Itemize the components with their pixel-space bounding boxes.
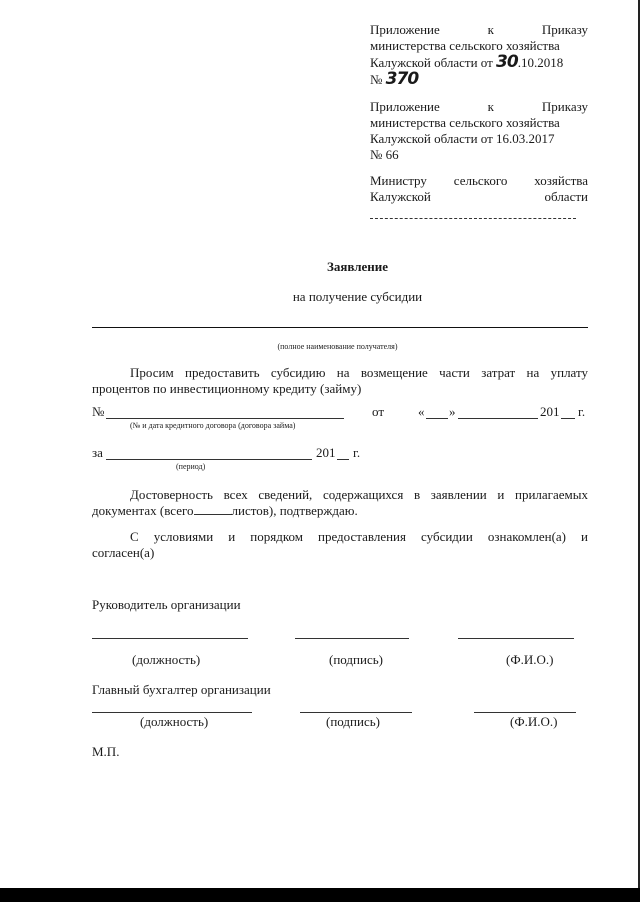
appendix-1-line-4 bbox=[370, 71, 588, 88]
contract-day-field bbox=[426, 418, 448, 419]
period-year: 201 bbox=[316, 445, 336, 460]
word: Министру bbox=[370, 173, 427, 188]
accuracy-paragraph bbox=[92, 487, 588, 519]
appendix-2-line-1 bbox=[370, 99, 588, 115]
conditions-paragraph bbox=[92, 529, 588, 561]
word: сельского bbox=[453, 173, 508, 188]
appendix-block-1 bbox=[370, 22, 588, 88]
number-sign: № bbox=[370, 72, 386, 87]
word: Приложение bbox=[370, 99, 440, 114]
head-sign-line bbox=[295, 638, 409, 639]
head-signature-title: Руководитель организации bbox=[92, 597, 241, 612]
line-prefix: Калужской области от bbox=[370, 55, 497, 70]
contract-year-suffix: г. bbox=[578, 404, 586, 419]
word: Приказу bbox=[541, 99, 588, 114]
word: хозяйства bbox=[534, 173, 589, 188]
handwritten-day: 30 bbox=[496, 52, 518, 72]
request-line-2: процентов по инвестиционному кредиту (займу) bbox=[92, 381, 362, 396]
contract-date-close: » bbox=[449, 404, 456, 419]
request-line-1: Просим предоставить субсидию на возмещение части затрат на уплату bbox=[130, 365, 588, 380]
addressee-underline bbox=[370, 218, 576, 219]
appendix-2-line-3: Калужской области от 16.03.2017 bbox=[370, 131, 555, 146]
accountant-position-line bbox=[92, 712, 252, 713]
contract-month-field bbox=[458, 418, 538, 419]
appendix-2-line-2: министерства сельского хозяйства bbox=[370, 115, 560, 130]
accountant-sign-line bbox=[300, 712, 412, 713]
accountant-name-line bbox=[474, 712, 576, 713]
contract-from: от bbox=[372, 404, 385, 419]
head-position-caption: (должность) bbox=[132, 652, 201, 667]
period-field bbox=[106, 459, 312, 460]
contract-year: 201 bbox=[540, 404, 560, 419]
stamp-place: М.П. bbox=[92, 744, 120, 759]
period-prefix: за bbox=[92, 445, 103, 460]
word: Приказу bbox=[541, 22, 588, 37]
conditions-line-2: согласен(а) bbox=[92, 545, 155, 560]
addressee-line-2 bbox=[370, 189, 588, 205]
contract-number-field bbox=[106, 418, 344, 419]
word: области bbox=[544, 189, 588, 204]
addressee-block bbox=[370, 173, 588, 205]
accountant-name-caption: (Ф.И.О.) bbox=[510, 714, 558, 729]
appendix-2-line-4: № 66 bbox=[370, 147, 399, 162]
accuracy-text-b: листов), подтверждаю. bbox=[231, 503, 358, 518]
word: к bbox=[487, 22, 494, 37]
sheet-count-field bbox=[194, 504, 232, 515]
addressee-line-1 bbox=[370, 173, 588, 189]
word: к bbox=[487, 99, 494, 114]
line-suffix: .10.2018 bbox=[517, 55, 564, 70]
appendix-block-2 bbox=[370, 99, 588, 163]
contract-number-sign: № bbox=[92, 404, 105, 419]
recipient-caption: (полное наименование получателя) bbox=[277, 342, 398, 351]
accountant-position-caption: (должность) bbox=[140, 714, 209, 729]
period-year-field bbox=[337, 459, 349, 460]
word: Калужской bbox=[370, 189, 431, 204]
document-subtitle: на получение субсидии bbox=[292, 289, 423, 304]
recipient-line bbox=[92, 327, 588, 328]
period-caption: (период) bbox=[176, 462, 206, 471]
head-name-caption: (Ф.И.О.) bbox=[506, 652, 554, 667]
document-title: Заявление bbox=[326, 259, 389, 274]
accountant-signature-title: Главный бухгалтер организации bbox=[92, 682, 271, 697]
contract-date-open: « bbox=[418, 404, 425, 419]
head-position-line bbox=[92, 638, 248, 639]
appendix-1-line-2: министерства сельского хозяйства bbox=[370, 38, 560, 53]
scan-bottom-edge bbox=[0, 888, 640, 902]
contract-caption: (№ и дата кредитного договора (договора займа) bbox=[130, 421, 296, 430]
conditions-line-1: С условиями и порядком предоставления субсидии ознакомлен(а) и bbox=[130, 529, 588, 544]
request-paragraph bbox=[92, 365, 588, 397]
accuracy-line-1: Достоверность всех сведений, содержащихся в заявлении и прилагаемых bbox=[130, 487, 588, 502]
accuracy-text-a: документах (всего bbox=[92, 503, 194, 518]
head-sign-caption: (подпись) bbox=[329, 652, 383, 667]
word: Приложение bbox=[370, 22, 440, 37]
contract-year-field bbox=[561, 418, 575, 419]
accuracy-line-2 bbox=[92, 503, 588, 519]
handwritten-number: 370 bbox=[385, 69, 419, 89]
head-name-line bbox=[458, 638, 574, 639]
period-year-suffix: г. bbox=[353, 445, 361, 460]
accountant-sign-caption: (подпись) bbox=[326, 714, 380, 729]
appendix-1-line-1 bbox=[370, 22, 588, 38]
